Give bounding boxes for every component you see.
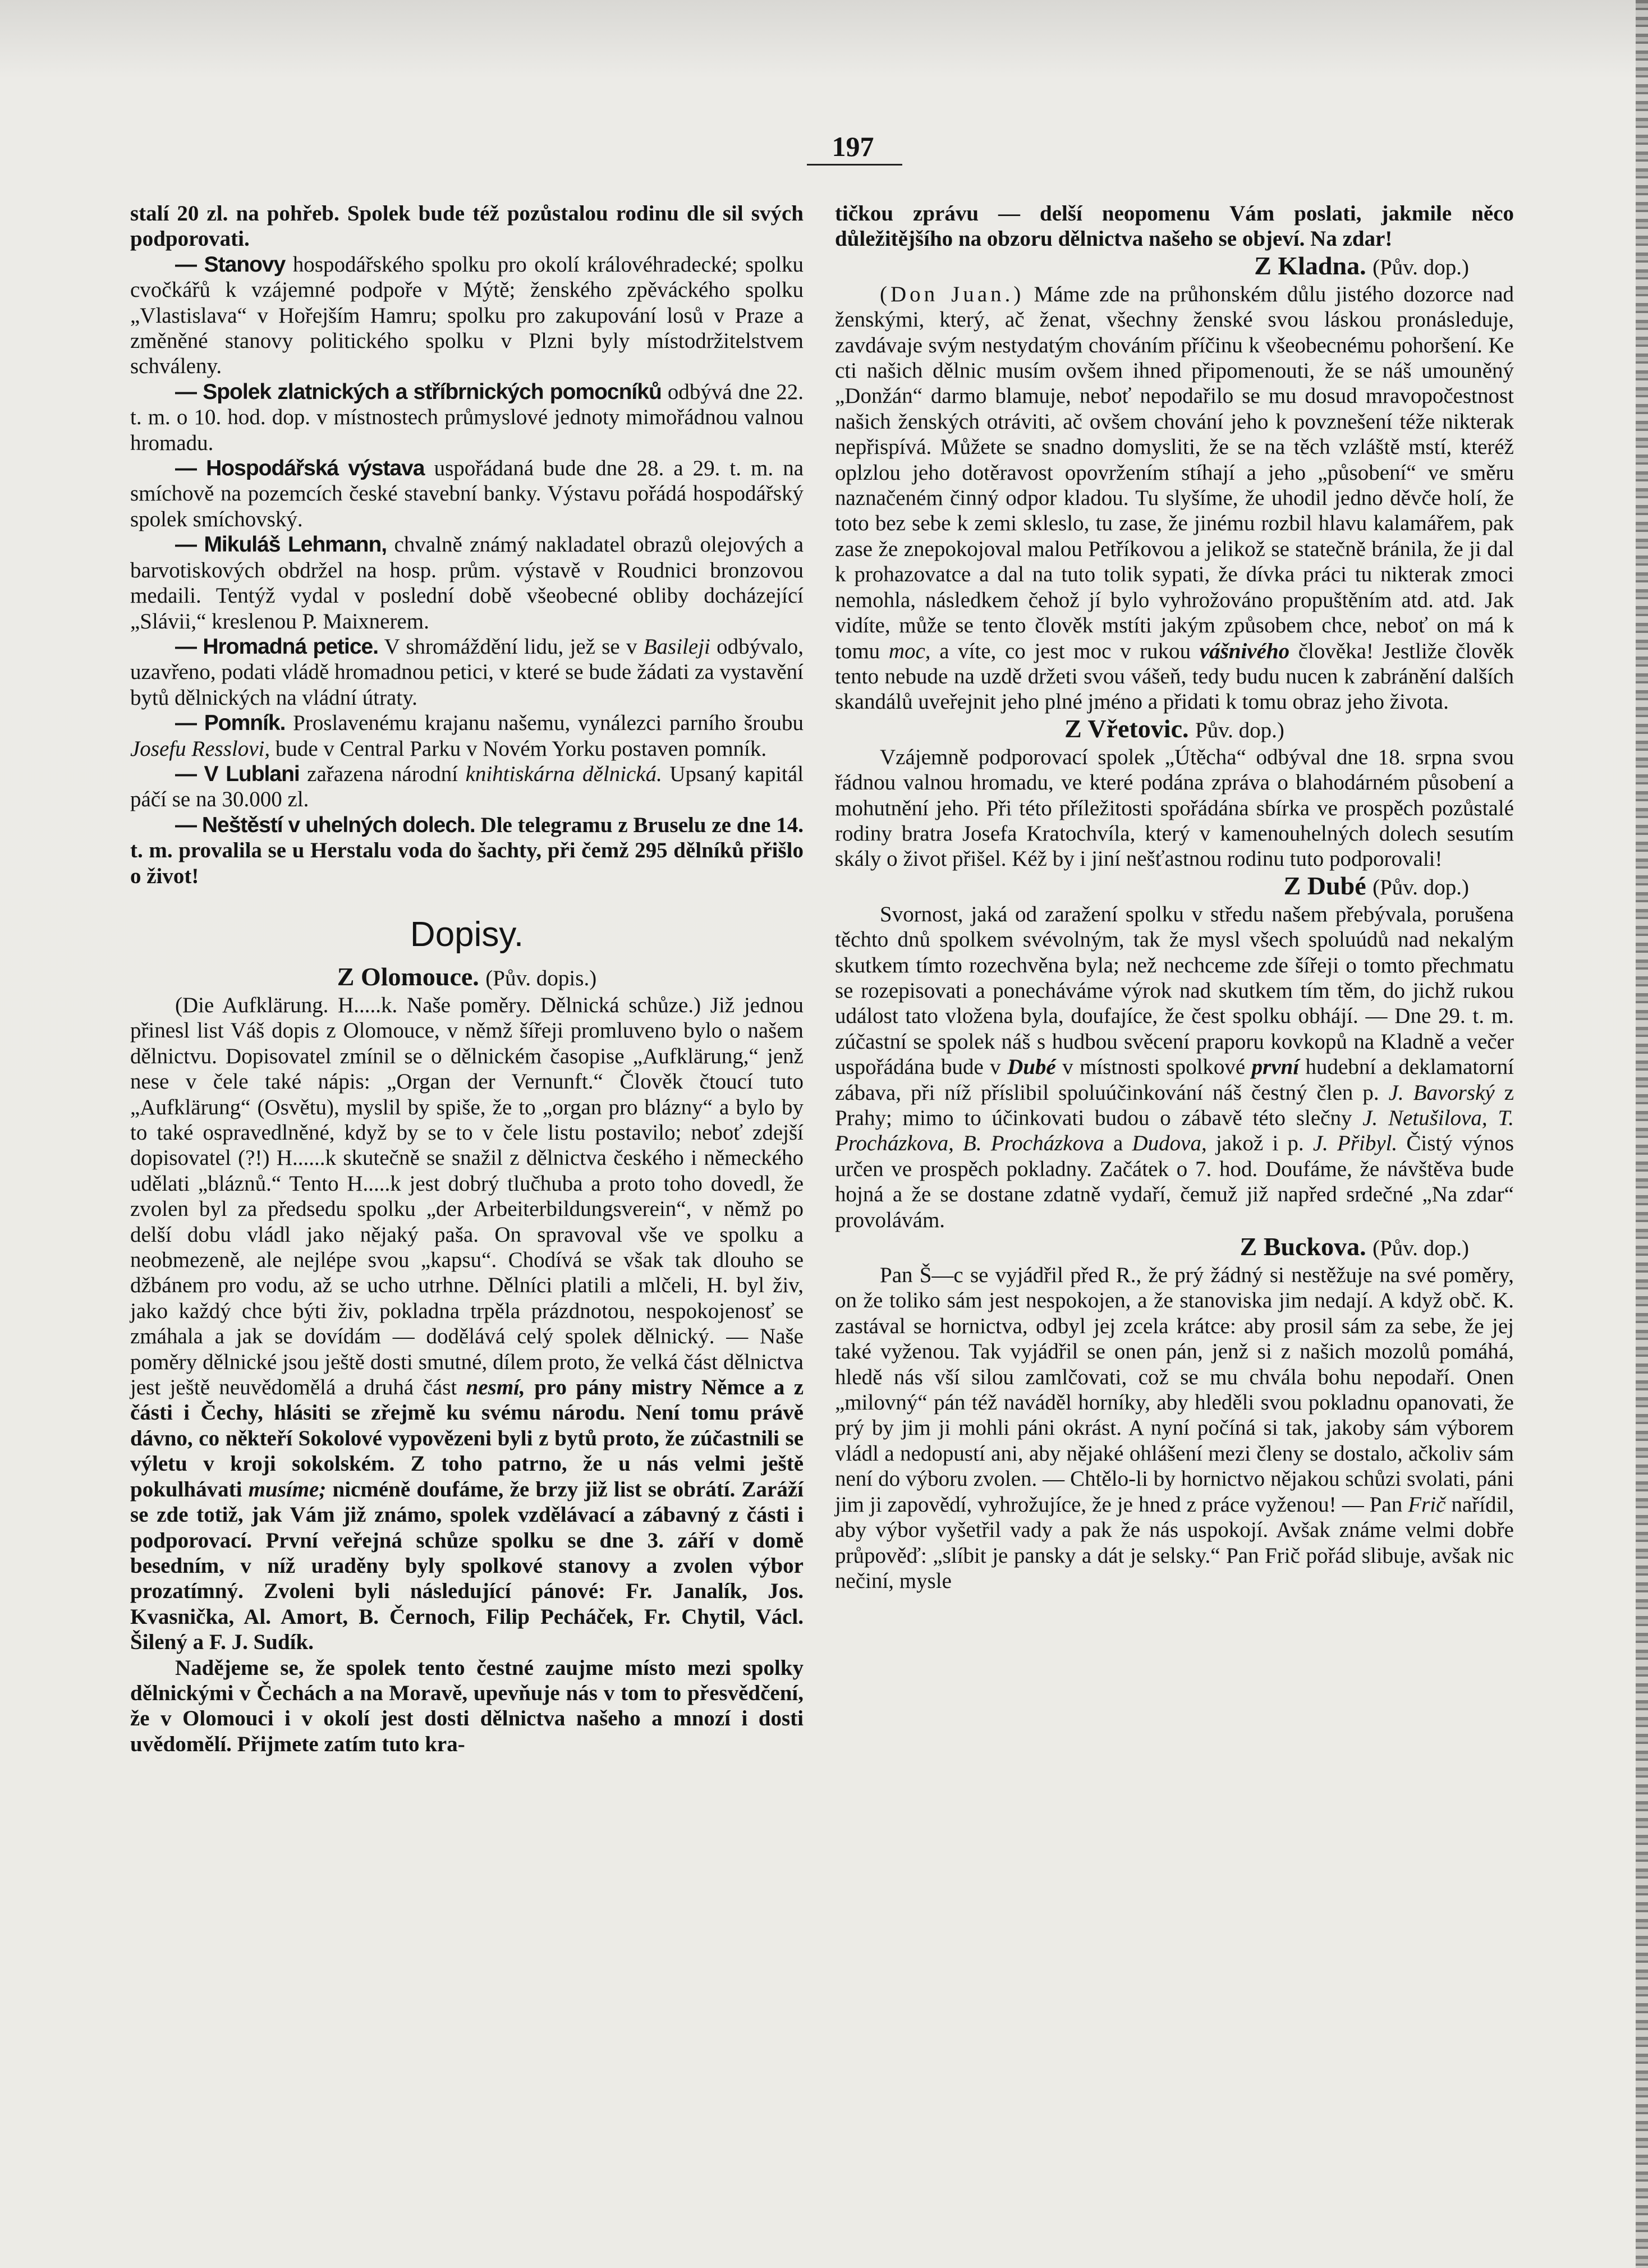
news-emphasis: Basileji <box>643 634 710 659</box>
news-item-nestesti <box>130 812 804 889</box>
news-title: — Spolek zlatnických a stříbrnických pomocníků <box>175 379 662 404</box>
letter-heading-buckov <box>835 1233 1514 1262</box>
news-item-hospodarska-vystava <box>130 456 804 532</box>
letter-text: Svornost, jaká od zaražení spolku v středu našem přebývala, porušena těchto dnů spolkem svévolným, tak že mysl všech spoluúdů nad nekalým skutkem tímto rozechvěna byla; než nechceme zde šířeji o tomto přechmatu se rozepisovati a ponecháváme výrok nad skutkem tím těm, do jichž rukou událost tato vložena byla, doufajíce, že čest spolku obhájí. — Dne 29. t. m. zúčastní se spolek náš s hudbou svěcení praporu kovkopů na Kladně a večer uspořádána bude v <box>835 902 1514 1080</box>
letter-place: Z Dubé <box>1283 871 1366 900</box>
letter-emphasis: musíme; <box>248 1477 327 1502</box>
letter-body-buckov <box>835 1262 1514 1594</box>
letter-emphasis: J. Bavorský <box>1388 1080 1495 1105</box>
news-text: chvalně známý nakladatel obrazů olejových a barvotiskových obdržel na hosp. prům. výstavě v Roudnici bronzovou medaili. Tentýž vydal v poslední době všeobecné obliby docházející „Slávii,“ kreslenou P. Maixnerem. <box>130 532 804 633</box>
news-text: zařazena národní <box>307 761 458 786</box>
letter-place: Z Buckova. <box>1240 1232 1366 1261</box>
news-text: V shromáždění lidu, jež se v <box>384 634 637 659</box>
letter-text: nařídil, aby výbor vyšetřil vady a pak že nás uspokojí. Avšak známe velmi dobře průpověď: „slíbit je pansky a dát je selsky.“ Pan Frič pořád slibuje, avšak nic nečiní, mysle <box>835 1492 1514 1593</box>
letter-text: (Die Aufklärung. H.....k. Naše poměry. Dělnická schůze.) Již jednou přinesl list Váš dopis z Olomouce, v němž šířeji promluveno bylo o našem dělnictvu. Dopisovatel zmínil se o dělnickém časopise „Aufklärung,“ jenž nese v čele také nápis: „Organ der Vernunft.“ Člověk čtoucí tuto „Aufklärung“ (Osvětu), myslil by spiše, že to „organ pro blázny“ a bylo by to také ospravedlněné, když by se to v čele listu postavilo; neboť zdejší dopisovatel (?!) H......k skutečně se snažil z dělnictva českého i německého udělati „bláznů.“ Tento H.....k jest dobrý tlučhuba a proto toho dovedl, že zvolen byl za předsedu spolku „der Arbeiterbildungsverein“, v němž po delší dobu vládl jako nějaký paša. On spravoval vše ve spolku a neobmezeně, ale nejlépe svou „kapsu“. Chodívá se však tak dlouho se džbánem pro vodu, až se ucho utrhne. Dělníci platili a mlčeli, H. byl živ, jako každý chce býti živ, pokladna trpěla prázdnotou, nespokojenosť se zmáhala a jak se dovídám — dodělává celý spolek dělnický. — Naše poměry dělnické jsou ještě dosti smutné, dílem proto, že velká část dělnictva jest ještě neuvědomělá a druhá část <box>130 993 804 1400</box>
news-title: — V Lublani <box>175 761 300 786</box>
letter-body-olomouc <box>130 993 804 1655</box>
letter-place: Z Olomouce. <box>337 962 479 991</box>
letter-emphasis: nesmí, <box>466 1375 525 1400</box>
news-title: — Mikuláš Lehmann, <box>175 532 387 557</box>
letter-text: a <box>1113 1131 1123 1156</box>
news-text: odbývalo, uzavřeno, podati vládě hromadnou petici, v které se bude žádati za vystavění bytů dělnických na vládní útraty. <box>130 634 804 710</box>
letter-text: Máme zde na průhonském důlu jistého dozorce nad ženskými, který, ač ženat, všechny ženské svou láskou pronásleduje, zavdávaje svým nestydatým chováním příčinu k všeobecnému pohoršení. Ke cti našich dělnic musím ovšem ihned připomenouti, že se náš umouněný „Donžán“ darmo blamuje, neboť nepodařilo se mu dosud mravopočestnost našich ženských otráviti, ač ovšem chování jeho k povznešení téže nikterak nepřispívá. Můžete se snadno domysliti, že se na těch vzláště mstí, kteréž oplzlou jeho dotěravost opovržením stíhají a jeho „působení“ ve směru naznačeném činný odpor kladou. Tu slyšíme, že uhodil jedno děvče holí, že toto bez sebe k zemi skleslo, tu zase, že jinému rozbil hlavu kalamářem, pak zase že znepokojoval malou Petříkovou a jelikož se statečně bránila, že ji dal k prohazovatce a dal na tuto tolik sypati, že dívka práci tu nikterak zmoci nemohla, následkem čehož jí bylo vyhrožováno propuštěním atd. atd. Jak vidíte, může se tento člověk mstíti jakým způsobem chce, neboť on má k tomu <box>835 282 1514 663</box>
letter-heading-vretovic <box>835 715 1514 745</box>
news-title: — Hospodářská výstava <box>175 456 425 481</box>
letter-text: Čistý výnos určen ve prospěch pokladny. Začátek o 7. hod. Doufáme, že návštěva bude hojná a že se dostane zdatně vydaří, čemuž již napřed srdečné „Na zdar“ provolávám. <box>835 1131 1514 1232</box>
news-emphasis: knihtiskárna dělnická. <box>465 761 662 786</box>
news-text: Proslavenému krajanu našemu, vynálezci parního šroubu <box>293 711 804 736</box>
page-number-rule <box>807 164 902 166</box>
letter-emphasis: J. Netušilova, T. Procházkova, B. Procházkova <box>835 1106 1514 1156</box>
news-item-lehmann <box>130 532 804 634</box>
news-text: odbývá dne 22. t. m. o 10. hod. dop. v místnostech průmyslové jednoty mimořádnou valnou hromadu. <box>130 379 804 455</box>
letter-text: jakož i p. <box>1215 1131 1304 1156</box>
letter-text: z Prahy; mimo to účinkovati budou o zábavě této slečny <box>835 1080 1514 1130</box>
page-number: 197 <box>832 131 874 162</box>
letter-place: Z Vřetovic. <box>1064 714 1189 743</box>
news-item-pomnik <box>130 710 804 761</box>
news-title: — Pomník. <box>175 711 286 736</box>
letter-heading-kladno <box>835 252 1514 282</box>
letter-note: Pův. dop.) <box>1195 718 1284 742</box>
letter-text: Pan Š—c se vyjádřil před R., že prý žádný si nestěžuje na své poměry, on že toliko sám jest nespokojen, a že stanoviska jim nedají. A když obč. K. zastával se hornictva, odbyl jej zcela krátce: aby prosil sám za sebe, že jej také vyženou. Tak vyjádřil se onen pán, jenž si z našich mozolů pomáhá, hledě nás vší silou zamlčovati, což se mu chvála bohu nepodaří. Onen „milovný“ pán též naváděl horníky, aby hleděli svou pokladnu opanovati, že prý by jim ji mohli páni okrást. A nyní počíná si tak, jakoby sám výborem vládl a nedopustí ani, aby nějaké ohlášení mezi členy se dostalo, ačkoliv sám není do výboru zvolen. — Chtělo-li by hornictvo nějakou schůzi svolati, páni jim ji zapovědí, vyhrožujíce, že je hned z práce vyženou! — Pan <box>835 1263 1514 1517</box>
letter-text: člověka! Jestliže člověk tento nebude na uzdě držeti svou vášeň, tedy budu nucen k zabránění dalších skandálů uveřejnit jeho plné jméno a přidati k tomu obraz jeho života. <box>835 639 1514 714</box>
news-item-stanovy <box>130 252 804 379</box>
letter-emphasis: moc, <box>888 639 931 663</box>
right-column <box>835 201 1514 1594</box>
section-title-dopisy: Dopisy. <box>410 915 524 954</box>
news-emphasis: Josefu Resslovi, <box>130 736 270 761</box>
letter-emphasis: Frič <box>1408 1492 1446 1517</box>
news-item-petice <box>130 634 804 710</box>
letter-heading-olomouc <box>130 963 804 993</box>
article-tail: stalí 20 zl. na pohřeb. Spolek bude též pozůstalou rodinu dle sil svých podporovati. <box>130 201 804 251</box>
letter-text: hudební a deklamatorní zábava, při níž příslibil spoluúčinkování náš čestný člen p. <box>835 1055 1514 1105</box>
letter-body-dube <box>835 902 1514 1233</box>
news-text: uspořádaná bude dne 28. a 29. t. m. na smíchově na pozemcích české stavební banky. Výstavu pořádá hospodářský spolek smíchovský. <box>130 456 804 531</box>
letter-emphasis: první <box>1251 1055 1300 1080</box>
letter-body-kladno <box>835 282 1514 715</box>
news-text: bude v Central Parku v Novém Yorku postaven pomník. <box>275 736 767 761</box>
news-item-lublan <box>130 761 804 812</box>
letter-emphasis: Dubé <box>1007 1055 1056 1080</box>
letter-body-olomouc-closing: Nadějeme se, že spolek tento čestné zaujme místo mezi spolky dělnickými v Čechách a na Moravě, upevňuje nás v tom to přesvědčení, že v Olomouci i v okolí jest dosti dělnictva našeho a mnozí i dosti uvědomělí. Přijmete zatím tuto kra- <box>130 1655 804 1756</box>
letter-emphasis: Dudova, <box>1132 1131 1207 1156</box>
letter-body-vretovic: Vzájemně podporovací spolek „Útěcha“ odbýval dne 18. srpna svou řádnou valnou hromadu, ve které podána zpráva o blahodárném působení a mohutnění jeho. Při této příležitosti spořádána sbírka ve prospěch pozůstalé rodiny bratra Josefa Kratochvíla, který v kamenouhelných dolech sesutím skály o život přišel. Kéž by i jiní nešťastnou rodinu tuto podporovali! <box>835 745 1514 871</box>
letter-heading-dube <box>835 872 1514 902</box>
news-item-spolek-zlatnicky <box>130 379 804 456</box>
news-text: Upsaný kapitál páčí se na 30.000 zl. <box>130 761 804 812</box>
letter-emphasis: vášnivého <box>1199 639 1290 663</box>
letter-text: pro pány mistry Němce a z části i Čechy, hlásiti se zřejmě ku svému národu. Není tomu právě dávno, co někteří Sokolové vypovězeni byli z bytů proto, že zúčastnili se výletu v kroji sokolském. Z toho patrno, že u nás velmi ještě pokulhávati <box>130 1375 804 1502</box>
letter-text: a víte, co jest moc v rukou <box>939 639 1191 663</box>
left-column <box>130 201 804 1757</box>
letter-place: Z Kladna. <box>1254 251 1366 280</box>
letter-note: (Pův. dopis.) <box>485 966 597 990</box>
news-title: — Stanovy <box>175 252 286 277</box>
letter-note: (Pův. dop.) <box>1372 1236 1469 1261</box>
letter-text: v místnosti spolkové <box>1062 1055 1246 1080</box>
scan-edge <box>1636 0 1648 2268</box>
news-text: Dle telegramu z Bruselu ze dne 14. t. m. provalila se u Herstalu voda do šachty, při čemž 295 dělníků přišlo o život! <box>130 812 804 888</box>
news-title: — Hromadná petice. <box>175 634 379 659</box>
letter-note: (Pův. dop.) <box>1372 255 1469 279</box>
news-title: — Neštěstí v uhelných dolech. <box>175 812 475 837</box>
letter-text: nicméně doufáme, že brzy již list se obrátí. Zaráží se zde totiž, jak Vám již známo, spolek vzdělávací a zábavný z části i podporovací. První veřejná schůze spolku se dne 3. září v domě besedním, v níž uraděny byly spolkové stanovy a zvolen výbor prozatímný. Zvoleni byli následující pánové: Fr. Janalík, Jos. Kvasnička, Al. Amort, B. Černoch, Filip Pecháček, Fr. Chytil, Václ. Šilený a F. J. Sudík. <box>130 1477 804 1655</box>
letter-tail-olomouc: tičkou zprávu — delší neopomenu Vám poslati, jakmile něco důležitějšího na obzoru dělnictva našeho se objeví. Na zdar! <box>835 201 1514 251</box>
letter-signature: (Don Juan.) <box>880 282 1025 306</box>
letter-note: (Pův. dop.) <box>1372 875 1469 899</box>
news-text: hospodářského spolku pro okolí královéhradecké; spolku cvočkářů k vzájemné podpoře v Mýtě; ženského zpěváckého spolku „Vlastislava“ v Hořejším Hamru; spolku pro zakupování losů v Praze a změněné stanovy politického spolku v Plzni byly místodržitelstvem schváleny. <box>130 252 804 379</box>
letter-emphasis: J. Přibyl. <box>1312 1131 1398 1156</box>
